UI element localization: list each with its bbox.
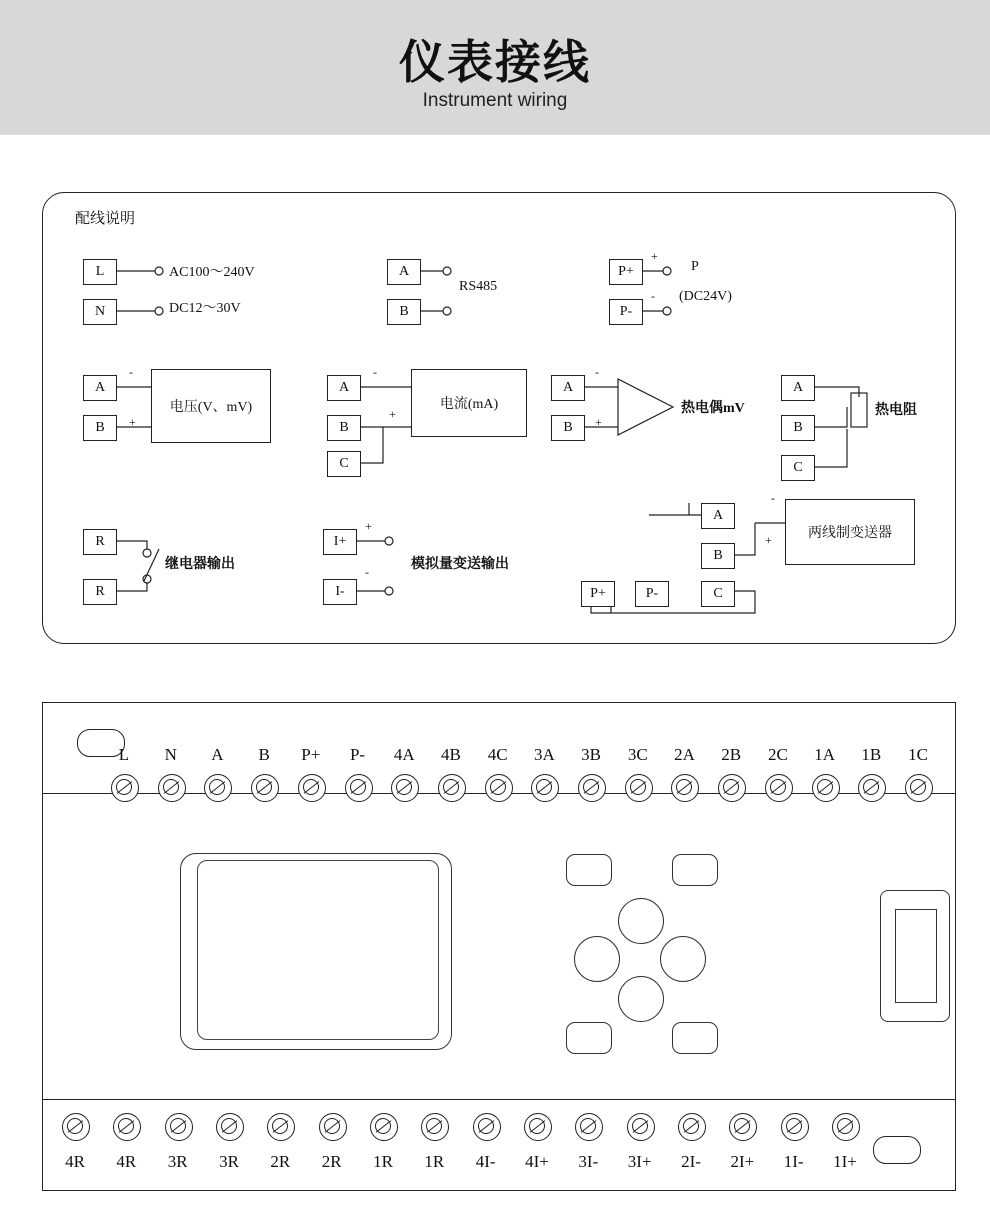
supply-sign-plus: + xyxy=(651,249,658,263)
top-terminal-label-1c: 1C xyxy=(908,745,928,764)
current-sign-plus: + xyxy=(389,407,396,421)
terminal-rs485-b: B xyxy=(387,299,421,325)
key-bottom-right[interactable] xyxy=(672,1022,718,1054)
relay-label: 继电器输出 xyxy=(165,557,235,572)
top-terminal-screw-3[interactable] xyxy=(251,774,279,802)
terminal-relay-r2: R xyxy=(83,579,117,605)
top-terminal-screw-7[interactable] xyxy=(438,774,466,802)
terminal-2w-b: B xyxy=(701,543,735,569)
bottom-terminal-label-14: 1I- xyxy=(783,1152,804,1171)
device-display-inner xyxy=(197,860,439,1040)
terminal-rtd-a: A xyxy=(781,375,815,401)
terminal-2w-p-plus: P+ xyxy=(581,581,615,607)
two-wire-sign-minus: - xyxy=(771,491,775,505)
top-terminal-screw-11[interactable] xyxy=(625,774,653,802)
bottom-terminal-screw-3[interactable] xyxy=(216,1113,244,1141)
top-terminal-label-4a: 4A xyxy=(393,745,415,764)
top-terminal-label-b: B xyxy=(258,745,270,764)
bottom-terminal-label-1: 4R xyxy=(116,1152,137,1171)
device-side-bracket-inner xyxy=(895,909,937,1003)
voltage-sign-plus: + xyxy=(129,415,136,429)
bottom-terminal-screw-14[interactable] xyxy=(781,1113,809,1141)
page-title-cn: 仪表接线 xyxy=(399,36,591,88)
top-terminal-screw-15[interactable] xyxy=(812,774,840,802)
bottom-terminal-screw-5[interactable] xyxy=(319,1113,347,1141)
terminal-N: N xyxy=(83,299,117,325)
top-terminal-label-l: L xyxy=(118,745,130,764)
bottom-terminal-label-12: 2I- xyxy=(681,1152,701,1171)
bottom-terminal-label-10: 3I- xyxy=(578,1152,599,1171)
device-display xyxy=(180,853,452,1050)
rs485-label: RS485 xyxy=(459,279,498,294)
voltage-box: 电压(V、mV) xyxy=(151,369,271,443)
top-terminal-label-4c: 4C xyxy=(487,745,508,764)
top-terminal-label-pplus: P+ xyxy=(301,745,321,764)
bottom-terminal-screw-6[interactable] xyxy=(370,1113,398,1141)
device-side-bracket xyxy=(880,890,950,1022)
page-header xyxy=(0,0,990,135)
current-box: 电流(mA) xyxy=(411,369,527,437)
analog-sign-plus: + xyxy=(365,519,372,533)
supply-label-main: P xyxy=(691,259,699,274)
key-down[interactable] xyxy=(618,976,664,1022)
key-up[interactable] xyxy=(618,898,664,944)
bottom-terminal-label-6: 1R xyxy=(373,1152,393,1171)
wiring-panel xyxy=(42,192,956,644)
top-terminal-label-3c: 3C xyxy=(627,745,648,764)
terminal-relay-r1: R xyxy=(83,529,117,555)
top-terminal-label-1b: 1B xyxy=(861,745,882,764)
current-sign-minus: - xyxy=(373,365,377,379)
terminal-2w-a: A xyxy=(701,503,735,529)
top-terminal-screw-13[interactable] xyxy=(718,774,746,802)
supply-sign-minus: - xyxy=(651,289,655,303)
terminal-rtd-b: B xyxy=(781,415,815,441)
tc-sign-minus: - xyxy=(595,365,599,379)
key-bottom-left[interactable] xyxy=(566,1022,612,1054)
top-terminal-label-a: A xyxy=(211,745,224,764)
tc-sign-plus: + xyxy=(595,415,602,429)
bottom-terminal-label-9: 4I+ xyxy=(525,1152,549,1171)
bottom-terminal-label-8: 4I- xyxy=(475,1152,496,1171)
top-terminal-screw-0[interactable] xyxy=(111,774,139,802)
terminal-current-b: B xyxy=(327,415,361,441)
bottom-terminal-screw-9[interactable] xyxy=(524,1113,552,1141)
terminal-current-c: C xyxy=(327,451,361,477)
terminal-i-minus: I- xyxy=(323,579,357,605)
bottom-terminal-label-7: 1R xyxy=(424,1152,445,1171)
top-terminal-screw-17[interactable] xyxy=(905,774,933,802)
top-terminal-label-2c: 2C xyxy=(767,745,788,764)
analog-out-label: 模拟量变送输出 xyxy=(411,557,509,572)
terminal-tc-b: B xyxy=(551,415,585,441)
top-terminal-screw-1[interactable] xyxy=(158,774,186,802)
bottom-terminal-screw-2[interactable] xyxy=(165,1113,193,1141)
terminal-voltage-b: B xyxy=(83,415,117,441)
terminal-p-plus: P+ xyxy=(609,259,643,285)
top-terminal-label-pminus: P- xyxy=(349,745,366,764)
top-terminal-label-4b: 4B xyxy=(441,745,461,764)
bottom-terminal-screw-0[interactable] xyxy=(62,1113,90,1141)
bottom-terminal-label-5: 2R xyxy=(321,1152,342,1171)
top-terminal-screw-10[interactable] xyxy=(578,774,606,802)
thermocouple-label: 热电偶mV xyxy=(681,401,745,416)
top-terminal-label-n: N xyxy=(164,745,177,764)
bottom-terminal-label-15: 1I+ xyxy=(833,1152,857,1171)
top-terminal-screw-14[interactable] xyxy=(765,774,793,802)
two-wire-sign-plus: + xyxy=(765,533,772,547)
bottom-terminal-screw-8[interactable] xyxy=(473,1113,501,1141)
top-terminal-screw-8[interactable] xyxy=(485,774,513,802)
bottom-terminal-screw-15[interactable] xyxy=(832,1113,860,1141)
bottom-terminal-label-3: 3R xyxy=(219,1152,239,1171)
terminal-i-plus: I+ xyxy=(323,529,357,555)
key-top-right[interactable] xyxy=(672,854,718,886)
top-terminal-label-1a: 1A xyxy=(814,745,835,764)
top-terminal-label-3a: 3A xyxy=(533,745,555,764)
terminal-rtd-c: C xyxy=(781,455,815,481)
bottom-terminal-screw-11[interactable] xyxy=(627,1113,655,1141)
terminal-tc-a: A xyxy=(551,375,585,401)
bottom-terminal-label-0: 4R xyxy=(65,1152,85,1171)
terminal-current-a: A xyxy=(327,375,361,401)
key-top-left[interactable] xyxy=(566,854,612,886)
bottom-terminal-label-2: 3R xyxy=(167,1152,188,1171)
top-terminal-screw-5[interactable] xyxy=(345,774,373,802)
voltage-sign-minus: - xyxy=(129,365,133,379)
bottom-terminal-screw-12[interactable] xyxy=(678,1113,706,1141)
two-wire-box: 两线制变送器 xyxy=(785,499,915,565)
terminal-rs485-a: A xyxy=(387,259,421,285)
key-left[interactable] xyxy=(574,936,620,982)
terminal-L: L xyxy=(83,259,117,285)
terminal-voltage-a: A xyxy=(83,375,117,401)
top-terminal-label-2a: 2A xyxy=(674,745,695,764)
analog-sign-minus: - xyxy=(365,565,369,579)
bottom-terminal-label-4: 2R xyxy=(270,1152,291,1171)
terminal-p-minus: P- xyxy=(609,299,643,325)
bottom-right-mount-slot xyxy=(873,1136,921,1164)
terminal-2w-p-minus: P- xyxy=(635,581,669,607)
power-label-ac: AC100～240V xyxy=(169,265,255,280)
terminal-2w-c: C xyxy=(701,581,735,607)
supply-label-sub: (DC24V) xyxy=(679,289,732,304)
rtd-label: 热电阻 xyxy=(875,403,917,418)
top-terminal-screw-4[interactable] xyxy=(298,774,326,802)
panel-title: 配线说明 xyxy=(75,211,136,227)
top-terminal-label-2b: 2B xyxy=(721,745,742,764)
top-terminal-label-3b: 3B xyxy=(581,745,601,764)
key-right[interactable] xyxy=(660,936,706,982)
bottom-terminal-label-11: 3I+ xyxy=(627,1152,652,1171)
power-label-dc: DC12～30V xyxy=(169,301,241,316)
page-title-en: Instrument wiring xyxy=(422,90,568,111)
bottom-terminal-label-13: 2I+ xyxy=(730,1152,755,1171)
